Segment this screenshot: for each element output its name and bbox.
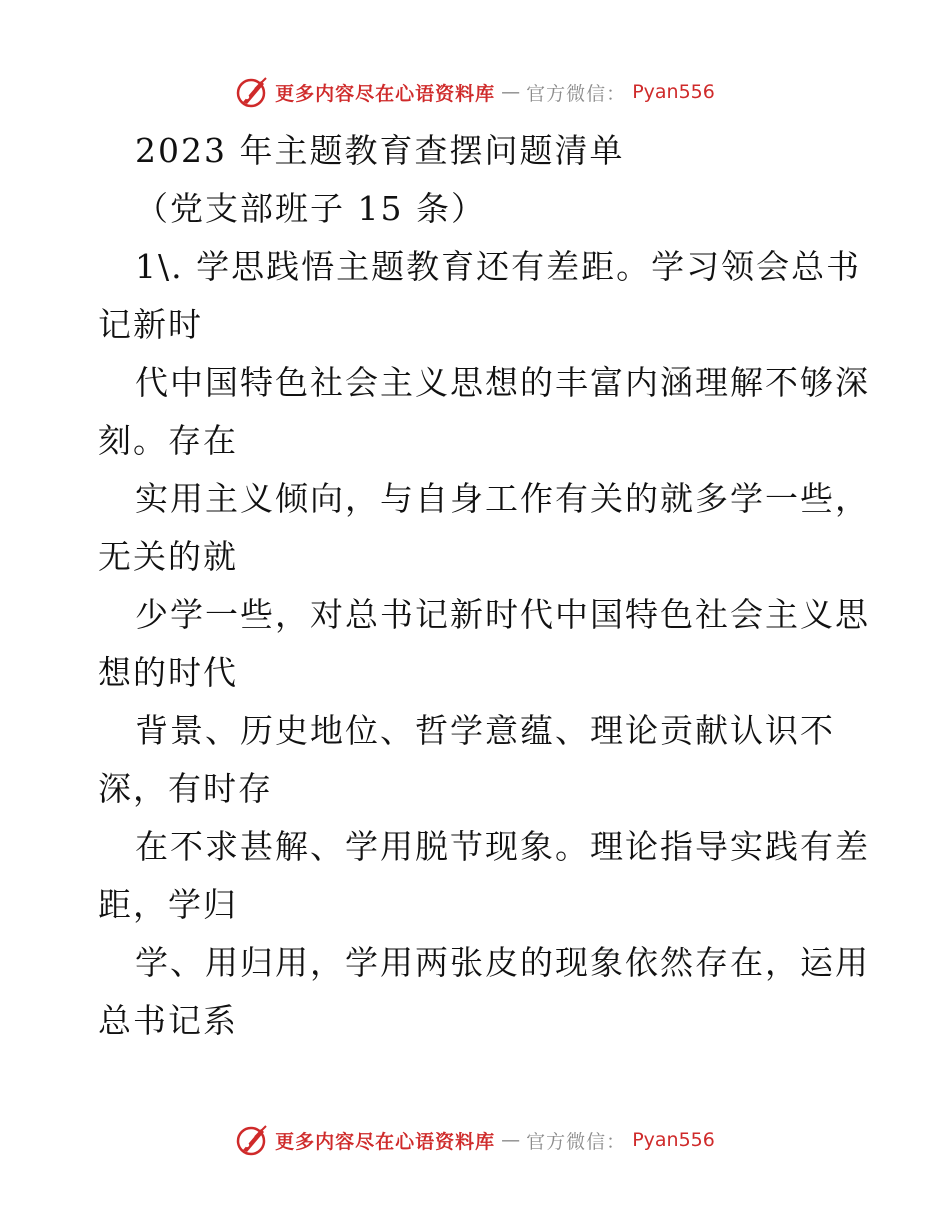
paragraph-line: 学、用归用，学用两张皮的现象依然存在，运用 — [135, 943, 870, 982]
quill-pen-logo-icon — [235, 75, 269, 109]
paragraph-line: 距，学归 — [98, 885, 238, 924]
paragraph-line: 总书记系 — [98, 1001, 238, 1040]
paragraph-line: 想的时代 — [98, 653, 238, 692]
document-title: 2023 年主题教育查摆问题清单 — [135, 131, 625, 170]
paragraph-line: 深，有时存 — [98, 769, 273, 808]
watermark-site-text: 更多内容尽在心语资料库 — [275, 82, 496, 105]
paragraph-line: 1\. 学思践悟主题教育还有差距。学习领会总书 — [135, 247, 862, 286]
paragraph-line: 背景、历史地位、哲学意蕴、理论贡献认识不 — [135, 711, 835, 750]
paragraph-line: 实用主义倾向，与自身工作有关的就多学一些， — [135, 479, 870, 518]
paragraph-line: 记新时 — [98, 305, 203, 344]
watermark-wechat-label: 官方微信： — [526, 82, 627, 105]
quill-pen-logo-icon — [235, 1123, 269, 1157]
document-body — [98, 122, 870, 1050]
footer-watermark — [0, 1120, 950, 1160]
paragraph-line: 在不求甚解、学用脱节现象。理论指导实践有差 — [135, 827, 870, 866]
watermark-wechat-label: 官方微信： — [526, 1130, 627, 1153]
paragraph-line: 刻。存在 — [98, 421, 238, 460]
paragraph-line: 少学一些，对总书记新时代中国特色社会主义思 — [135, 595, 870, 634]
watermark-dash: — — [501, 81, 521, 103]
watermark-wechat-id: Pyan556 — [632, 81, 715, 103]
paragraph-line: 代中国特色社会主义思想的丰富内涵理解不够深 — [135, 363, 870, 402]
watermark-dash: — — [501, 1129, 521, 1151]
document-subtitle: （党支部班子 15 条） — [135, 189, 486, 228]
watermark-wechat-id: Pyan556 — [632, 1129, 715, 1151]
watermark-site-text: 更多内容尽在心语资料库 — [275, 1130, 496, 1153]
header-watermark — [0, 72, 950, 112]
paragraph-line: 无关的就 — [98, 537, 238, 576]
